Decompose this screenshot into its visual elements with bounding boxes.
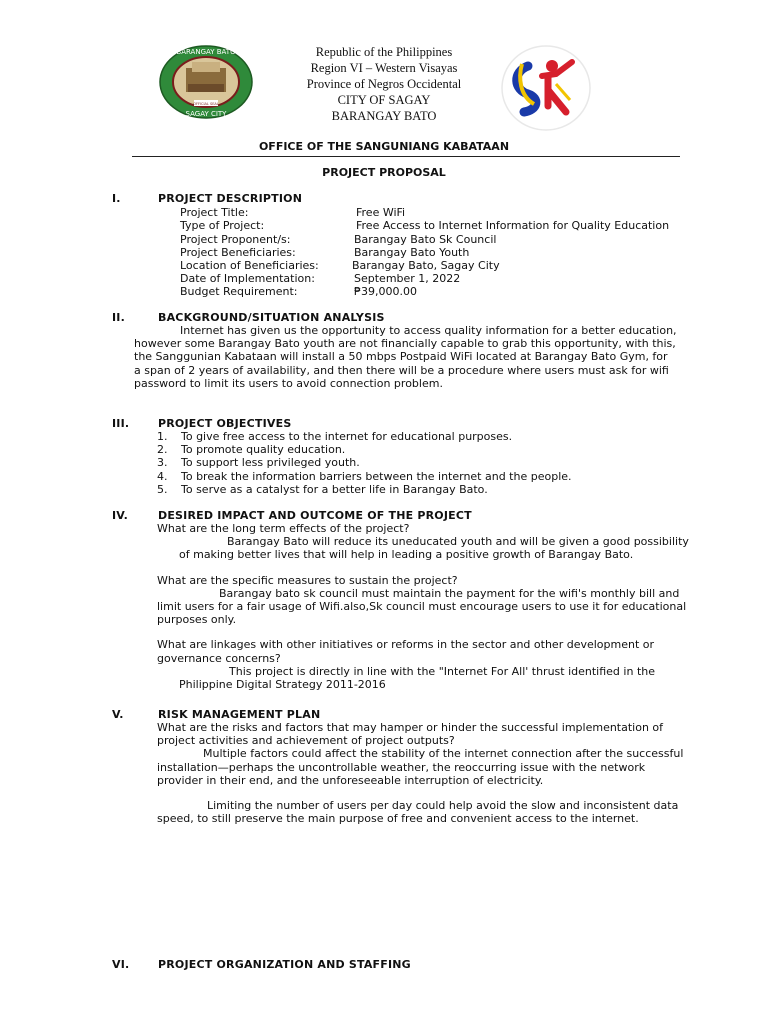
answer-line: Limiting the number of users per day could help avoid the slow and inconsistent data — [207, 798, 679, 812]
answer-line: limit users for a fair usage of Wifi.also,Sk council must encourage users to use it for educational — [157, 599, 687, 613]
question: project activities and achievement of project outputs? — [157, 734, 455, 748]
list-item: 4. To break the information barriers between the internet and the people. — [157, 469, 572, 483]
section-number: VI. — [112, 958, 130, 971]
header-line: BARANGAY BATO — [331, 109, 437, 123]
risk-content — [157, 721, 684, 826]
section-title: RISK MANAGEMENT PLAN — [158, 708, 321, 721]
section-title: PROJECT ORGANIZATION AND STAFFING — [158, 958, 411, 971]
header-line: Republic of the Philippines — [315, 45, 453, 59]
list-item: 3. To support less privileged youth. — [157, 456, 360, 470]
question: governance concerns? — [157, 651, 281, 665]
section-number: III. — [112, 417, 130, 430]
question: What are the long term effects of the project? — [157, 522, 410, 535]
section-project-description — [112, 192, 692, 298]
question: What are the risks and factors that may hamper or hinder the successful implementation of — [157, 721, 664, 734]
description-row: Location of Beneficiaries: Barangay Bato, Sagay City — [180, 258, 500, 272]
question: What are linkages with other initiatives or reforms in the sector and other development or — [157, 638, 655, 652]
description-row: Budget Requirement: ₱39,000.00 — [180, 285, 417, 299]
svg-text:BARANGAY BATO: BARANGAY BATO — [176, 48, 236, 56]
question: What are the specific measures to sustain the project? — [157, 573, 458, 587]
answer-line: speed, to still preserve the main purpose of free and convenient access to the internet. — [157, 812, 639, 826]
answer-line: Barangay Bato will reduce its uneducated youth and will be given a good possibility — [227, 535, 689, 549]
section-number: IV. — [112, 509, 128, 522]
document-title: PROJECT PROPOSAL — [322, 166, 446, 179]
svg-text:OFFICIAL SEAL: OFFICIAL SEAL — [193, 102, 219, 106]
header-divider — [132, 156, 680, 157]
list-item: 5. To serve as a catalyst for a better life in Barangay Bato. — [157, 482, 488, 496]
answer-line: of making better lives that will help in leading a positive growth of Barangay Bato. — [179, 548, 634, 562]
answer-line: Multiple factors could affect the stability of the internet connection after the successful — [203, 747, 684, 761]
section-number: V. — [112, 708, 124, 721]
list-item: 2. To promote quality education. — [157, 443, 346, 457]
description-row: Date of Implementation: September 1, 2022 — [180, 272, 461, 286]
letterhead — [0, 44, 768, 124]
impact-content — [157, 522, 689, 691]
svg-text:SAGAY CITY: SAGAY CITY — [185, 110, 227, 118]
section-number: I. — [112, 192, 121, 205]
description-row: Project Title: Free WiFi — [180, 206, 406, 220]
answer-line: provider in their end, and the unforeseeable interruption of electricity. — [157, 773, 544, 787]
answer-line: purposes only. — [157, 613, 237, 627]
answer-line: Barangay bato sk council must maintain the payment for the wifi's monthly bill and — [219, 586, 680, 600]
background-paragraph: Internet has given us the opportunity to access quality information for a better education, however some Barangay Bato youth are not financially capable to grab this opportunity, with this, the Sanggunian Kabataan will install a 50 mbps Postpaid WiFi located at Barangay Bato Gym, for a span of 2 years of availability, and then there will be a procedure where users must ask for wifi password to limit its users to avoid connection problem. — [134, 324, 677, 390]
section-title: PROJECT DESCRIPTION — [158, 192, 303, 205]
description-row: Type of Project: Free Access to Internet Information for Quality Education — [180, 219, 670, 233]
section-title: PROJECT OBJECTIVES — [158, 417, 292, 430]
answer-line: installation—perhaps the uncontrollable weather, the reoccurring issue with the network — [157, 760, 646, 774]
header-line: Region VI – Western Visayas — [310, 61, 458, 75]
header-line: Province of Negros Occidental — [306, 77, 462, 91]
section-title: DESIRED IMPACT AND OUTCOME OF THE PROJECT — [158, 509, 472, 522]
description-row: Project Proponent/s: Barangay Bato Sk Council — [180, 232, 497, 246]
header-line: CITY OF SAGAY — [337, 93, 431, 107]
list-item: 1. To give free access to the internet for educational purposes. — [157, 430, 513, 443]
objectives-list — [157, 430, 687, 496]
section-title: BACKGROUND/SITUATION ANALYSIS — [158, 311, 385, 324]
office-title: OFFICE OF THE SANGUNIANG KABATAAN — [258, 140, 510, 153]
answer-line: This project is directly in line with the "Internet For All' thrust identified in the — [229, 664, 655, 678]
section-number: II. — [112, 311, 125, 324]
answer-line: Philippine Digital Strategy 2011-2016 — [179, 677, 386, 691]
description-row: Project Beneficiaries: Barangay Bato Youth — [180, 245, 470, 259]
